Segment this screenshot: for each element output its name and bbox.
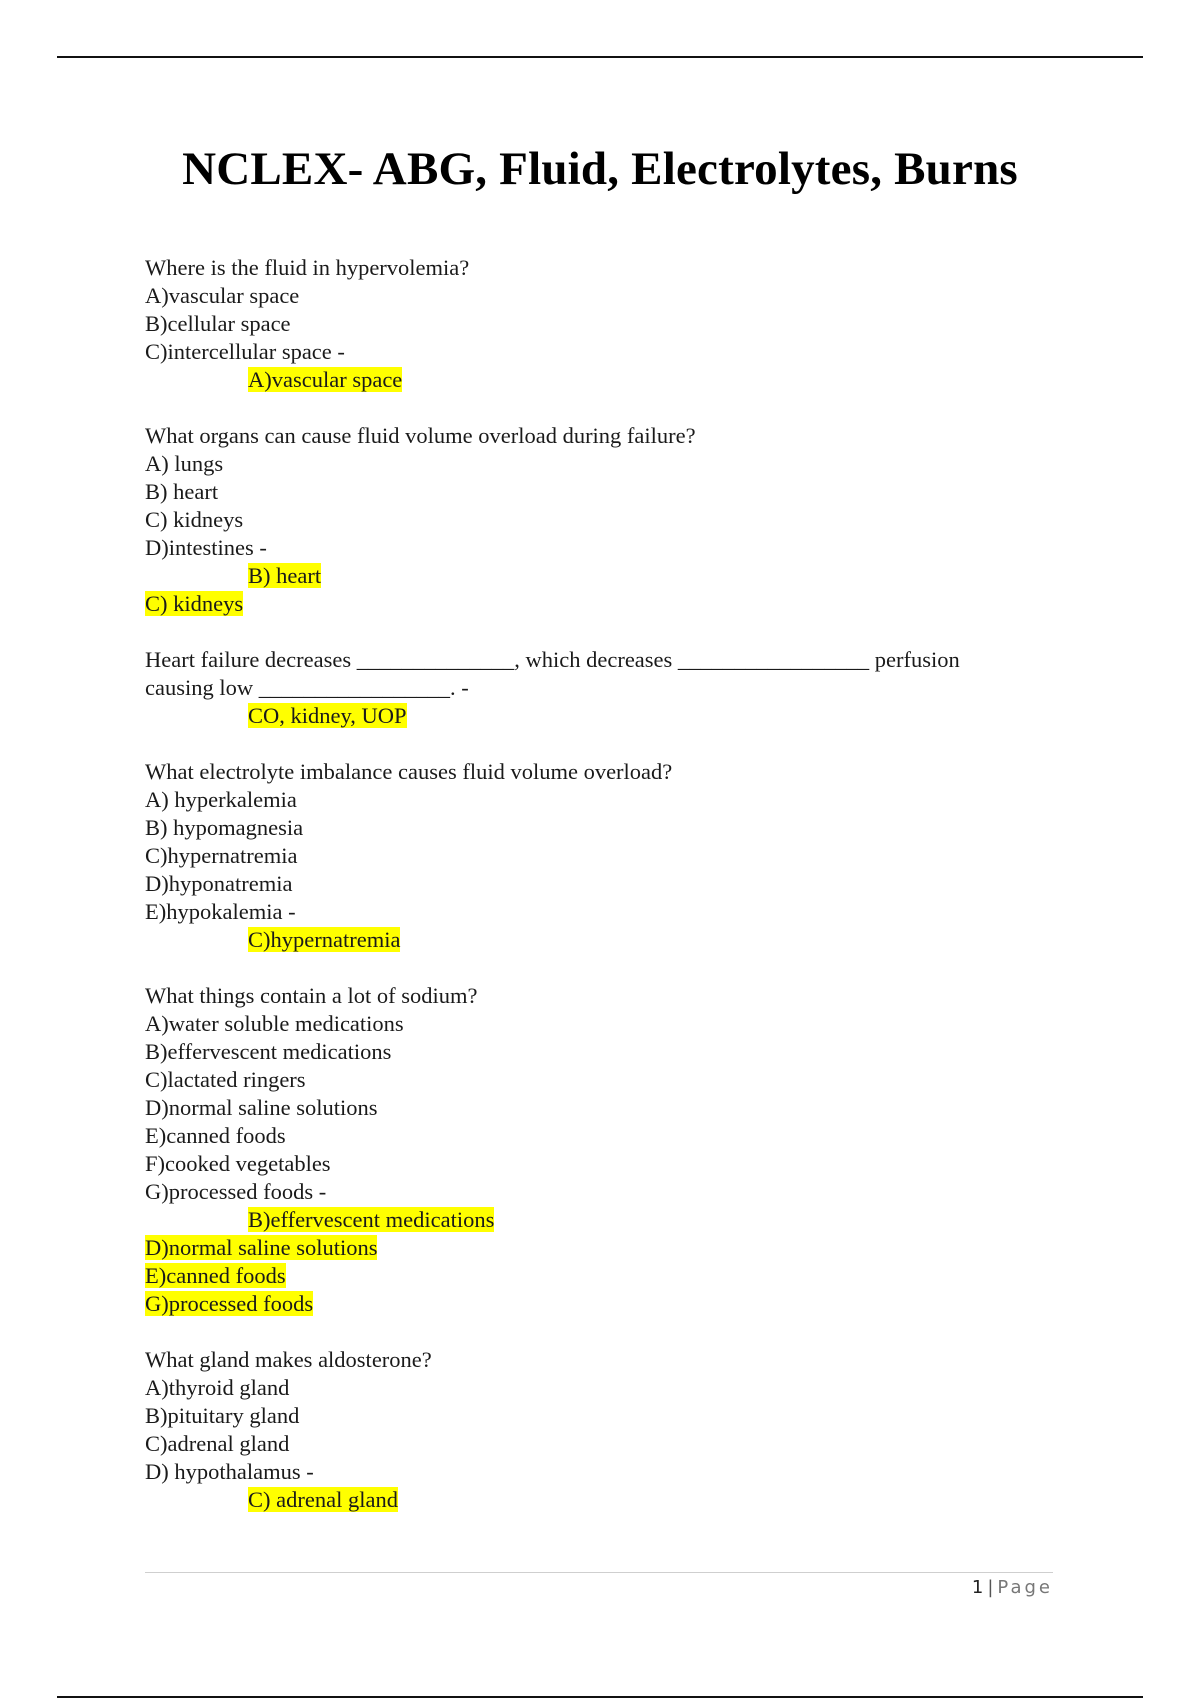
top-rule xyxy=(57,56,1143,58)
question-block xyxy=(145,982,1065,1318)
question-block xyxy=(145,758,1065,954)
highlighted-answer: C)hypernatremia xyxy=(248,927,401,952)
answer-option: A)water soluble medications xyxy=(145,1011,404,1036)
footer-rule xyxy=(145,1572,1053,1573)
question-text: What electrolyte imbalance causes fluid volume overload? xyxy=(145,759,673,784)
page-number xyxy=(972,1577,1053,1598)
question-text: Heart failure decreases ______________, which decreases _________________ perfusion xyxy=(145,647,960,672)
answer-option: B) hypomagnesia xyxy=(145,815,304,840)
answer-option: D) hypothalamus - xyxy=(145,1459,314,1484)
question-text: What gland makes aldosterone? xyxy=(145,1347,432,1372)
page-title: NCLEX- ABG, Fluid, Electrolytes, Burns xyxy=(182,143,1018,195)
question-text-continued: causing low _________________. - xyxy=(145,675,469,700)
answer-option: C)lactated ringers xyxy=(145,1067,306,1092)
answer-option: G)processed foods - xyxy=(145,1179,327,1204)
answer-option: A)thyroid gland xyxy=(145,1375,290,1400)
answer-option: D)hyponatremia xyxy=(145,871,293,896)
highlighted-answer: B) heart xyxy=(248,563,322,588)
answer-option: E)hypokalemia - xyxy=(145,899,296,924)
highlighted-answer: D)normal saline solutions xyxy=(145,1235,378,1260)
page-separator: | xyxy=(987,1577,994,1598)
answer-option: C)adrenal gland xyxy=(145,1431,290,1456)
highlighted-answer: CO, kidney, UOP xyxy=(248,703,407,728)
answer-option: D)normal saline solutions xyxy=(145,1095,378,1120)
question-list xyxy=(145,254,1065,1542)
question-text: What organs can cause fluid volume overload during failure? xyxy=(145,423,696,448)
question-block xyxy=(145,254,1065,394)
highlighted-answer: G)processed foods xyxy=(145,1291,314,1316)
answer-option: B)pituitary gland xyxy=(145,1403,300,1428)
highlighted-answer: C) kidneys xyxy=(145,591,244,616)
question-block xyxy=(145,646,1065,730)
question-block xyxy=(145,1346,1065,1514)
highlighted-answer: C) adrenal gland xyxy=(248,1487,398,1512)
highlighted-answer: B)effervescent medications xyxy=(248,1207,495,1232)
answer-option: B)cellular space xyxy=(145,311,291,336)
answer-option: D)intestines - xyxy=(145,535,267,560)
question-block xyxy=(145,422,1065,618)
answer-option: A) lungs xyxy=(145,451,224,476)
answer-option: F)cooked vegetables xyxy=(145,1151,331,1176)
answer-option: C) kidneys xyxy=(145,507,244,532)
answer-option: B)effervescent medications xyxy=(145,1039,392,1064)
answer-option: A) hyperkalemia xyxy=(145,787,297,812)
question-text: Where is the fluid in hypervolemia? xyxy=(145,255,470,280)
answer-option: A)vascular space xyxy=(145,283,300,308)
answer-option: C)intercellular space - xyxy=(145,339,345,364)
answer-option: E)canned foods xyxy=(145,1123,286,1148)
highlighted-answer: E)canned foods xyxy=(145,1263,286,1288)
answer-option: B) heart xyxy=(145,479,219,504)
page-number-value: 1 xyxy=(971,1577,984,1598)
highlighted-answer: A)vascular space xyxy=(248,367,403,392)
answer-option: C)hypernatremia xyxy=(145,843,298,868)
question-text: What things contain a lot of sodium? xyxy=(145,983,478,1008)
page-label: Page xyxy=(997,1577,1053,1598)
bottom-rule xyxy=(57,1696,1143,1698)
